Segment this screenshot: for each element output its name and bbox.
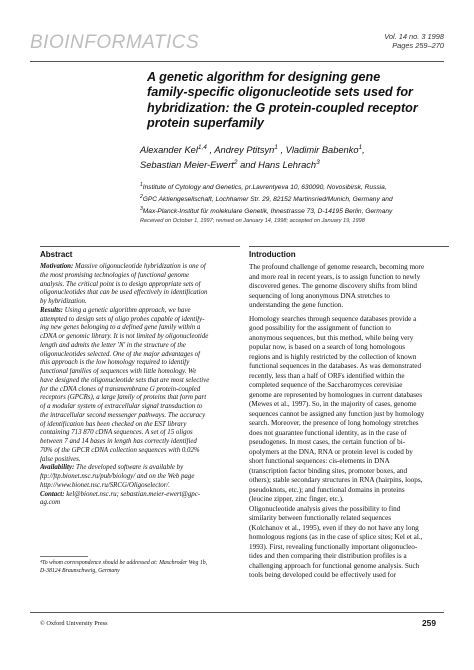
introduction-column [249,246,449,583]
abstract-text: this approach is the low homology required to identify [40,359,190,367]
abstract-text: functional families of sequences with little homology. We [40,368,197,375]
introduction-line: search. Moreover, the presence of long homology stretches [249,419,419,427]
introduction-line: anonymous sequences, but this method, while being very [249,333,414,342]
page-number: 259 [422,618,436,628]
introduction-line: sequencing of long anonymous DNA stretches to [249,291,390,300]
title-line: family-specific oligonucleotide sets used for [147,85,413,100]
volume-line: Vol. 14 no. 3 1998 [384,32,444,41]
introduction-line: good possibility for the assignment of function to [249,324,391,332]
abstract-text: The developed software is available by [74,464,184,472]
abstract-text: attempted to design sets of oligo probes capable of identify- [40,315,205,323]
abstract-line [40,447,240,454]
introduction-line: tools being developed could be effectively used for [249,571,396,579]
introduction-line: pseudogenes. In most cases, the certain function of bi- [249,438,406,446]
abstract-text: 70% of the GPCR cDNA collection sequences with 0.02% [40,446,200,454]
introduction-line: (leucine zipper, zinc finger, etc.). [249,495,344,503]
affiliation-text: Max-Planck-Institut für molekulare Genetik, Ihnestrasse 73, D-14195 Berlin, Germany [142,207,393,215]
author-sup: 2 [233,158,238,166]
abstract-text: oligonucleotides selected. One of the major advantages of [40,350,200,358]
introduction-line: completed sequence of the Saccharomyces cerevisiae [249,381,403,389]
abstract-text: between 7 and 14 bases in length has correctly identified [40,438,197,445]
introduction-line: Homology searches through sequence databases provide a [249,314,417,323]
abstract-text: by hybridization. [40,298,87,305]
title-line: hybridization: the G protein-coupled receptor [147,100,418,115]
introduction-line: discovered genes. The genome discovery shifts from blind [249,282,417,290]
abstract-line [40,438,240,445]
introduction-line: opolymers at the DNA, RNA or protein level is coded by [249,447,413,456]
abstract-line [40,491,240,498]
correspondence-footnote [40,560,240,575]
copyright: © Oxford University Press [40,620,108,627]
abstract-label: Results: [40,306,63,314]
abstract-text: length and admits the letter 'N' in the structure of the [40,341,186,349]
abstract-line [40,333,240,340]
introduction-line: does not guarantee functional identity, as in the case of [249,428,407,437]
journal-header [30,32,444,62]
abstract-line [40,359,240,366]
abstract-text: of a modular system of extracellular signal transduction to [40,403,203,410]
abstract-label: Contact: [40,490,65,498]
title-line: protein superfamily [147,116,264,131]
introduction-line: recently, less than a half of ORFs identified within the [249,371,405,380]
abstract-label: Availability: [40,464,75,472]
abstract-text: oligonucleotides that can be used effectively in identification [40,289,208,297]
introduction-line: The profound challenge of genome research, becoming more [249,263,425,271]
introduction-line: understanding the gene function. [249,301,344,309]
introduction-line: sequences cannot be assigned any function just by homology [249,409,425,418]
affiliation-sup: 2 [140,193,143,200]
author-sup: 1,4 [197,144,207,151]
abstract-text: for the cDNA clones of transmembrane G protein-coupled [40,385,201,393]
abstract-line [40,316,240,323]
affiliation [140,181,460,193]
abstract-line [40,386,240,393]
author-name: Alexander Kel [140,145,198,156]
abstract-line [40,342,240,349]
abstract-line [40,263,240,270]
introduction-line: Oligonucleotide analysis gives the possibility to find [249,504,401,513]
abstract-line [40,456,240,463]
affiliations [140,181,460,216]
abstract-line [40,307,240,314]
introduction-line: others); stable secondary structures in RNA (hairpins, loops, [249,476,423,484]
abstract-line [40,403,240,410]
abstract-line [40,377,240,384]
abstract-line [40,272,240,279]
abstract-text: cDNA or genomic library. It is not limited by oligonucleotide [40,333,209,340]
abstract-text: containing 713 870 cDNA sequences. A set of 15 oligos [40,429,193,437]
title-line: A genetic algorithm for designing gene [147,70,381,84]
introduction-line: challenging approach for functional genome analysis. Such [249,561,420,570]
abstract-text: ag.com [40,499,61,507]
abstract-text: ing new genes belonging to a defined gene family within a [40,324,201,332]
abstract-text: the most promising technologies of functional genome [40,271,190,279]
author-name: Sebastian Meier-Ewert [140,159,234,170]
author-sup: 1 [274,144,278,151]
footnote-rule [40,556,88,557]
introduction-line: genome are represented by homologues in current databases [249,390,423,399]
introduction-line: tides and then comparing their distribution profiles is a [249,552,407,560]
abstract-text: Massive oligonucleotide hybridization is one of [73,263,206,270]
abstract-text: false positives. [40,455,81,463]
author-name: , Andrey Ptitsyn [206,145,275,156]
abstract-label: Motivation: [40,263,74,270]
introduction-heading: Introduction [249,250,296,259]
abstract-line [40,412,240,419]
introduction-line: homologous regions (as in the case of splice sites; Kel et al., [249,533,423,541]
abstract-line [40,473,240,480]
author-list [140,142,450,171]
introduction-line: popular now, is based on a search of long homologous [249,343,406,351]
abstract-line [40,351,240,358]
volume-info [384,32,444,50]
author-sup: 1 [358,144,363,151]
abstract-line [40,429,240,436]
abstract-line [40,464,240,471]
footnote-line: ⁴To whom correspondence should be addressed at: Maschroder Weg 1b, [40,560,208,566]
abstract-text: of identification has been checked on the EST library [40,420,187,428]
abstract-line [40,499,240,506]
abstract-line [40,281,240,288]
affiliation [140,193,460,205]
abstract-text: ftp://ftp.bionet.nsc.ru/pub/biology/ and on the Web page [40,473,195,480]
abstract-text: Using a genetic algorithm approach, we have [62,306,191,314]
abstract-heading: Abstract [40,250,73,259]
abstract-text: receptors (GPCRs), a large family of proteins that form part [40,394,207,402]
journal-name: BIOINFORMATICS [30,32,200,53]
paper-title [147,70,447,132]
abstract-line [40,482,240,489]
abstract-line [40,298,240,305]
abstract-line [40,394,240,401]
author-name: , Vladimir Babenko [277,145,359,156]
column-rule [249,246,449,247]
introduction-line: 1993). First, revealing functionally important oligonucleo- [249,542,418,551]
received-dates: Received on October 1, 1997; revised on January 14, 1998; accepted on January 19, 1998 [140,218,365,224]
pages-line: Pages 259–270 [392,41,444,50]
introduction-line: (transcription factor binding sites, promoter boxes, and [249,466,408,475]
introduction-line: pseudoknots, etc.); and functional domains in proteins [249,485,405,494]
abstract-line [40,368,240,375]
abstract-line [40,421,240,428]
affiliation-text: Institute of Cytology and Genetics, pr.Lavrentyeva 10, 630090, Novosibirsk, Russia, [142,184,387,192]
abstract-text: have designed the oligonucleotide sets that are most selective [40,376,210,384]
abstract-body [40,263,240,583]
author-line [140,157,450,172]
introduction-line: and more real in recent years, is to assign function to newly [249,272,421,281]
abstract-line [40,324,240,331]
introduction-line: similarity between functionally related sequences [249,514,392,522]
introduction-line: (Kolchanov et al., 1995), even if they do not have any long [249,523,419,532]
abstract-line [40,289,240,296]
footer-rule [30,612,444,613]
affiliation [140,205,460,217]
abstract-text: http://www.bionet.nsc.ru/SRCG/Oligoselector/. [40,481,171,489]
column-rule [40,246,240,247]
abstract-text: kel@bionet.nsc.ru; sebastian.meier-ewert@gpc- [64,490,201,498]
author-sup: 3 [316,158,320,166]
footnote-line: D-38124 Braunschweig, Germany [40,567,120,574]
author-line [140,142,450,157]
introduction-line: (Mewes et al., 1997). So, in the majority of cases, genome [249,400,417,408]
introduction-line: functional sequences in the databases. As was demonstrated [249,362,422,370]
abstract-text: analysis. The critical point is to design appropriate sets of [40,280,201,288]
affiliation-text: GPC Aktiengesellschaft, Lochhamer Str. 29, 82152 Martinsried/Munich, Germany and [142,195,393,203]
affiliation-sup: 1 [140,182,143,188]
abstract-text: the intracellular second messenger pathways. The accuracy [40,411,206,419]
author-separator: , [362,145,365,156]
author-name: and Hans Lehrach [237,159,317,170]
introduction-line: short functional sequences: cis-elements in DNA [249,457,390,465]
introduction-line: regions and is highly restricted by the collection of known [249,352,417,361]
abstract-column [40,246,240,583]
affiliation-sup: 3 [140,205,143,212]
introduction-body [249,263,449,583]
